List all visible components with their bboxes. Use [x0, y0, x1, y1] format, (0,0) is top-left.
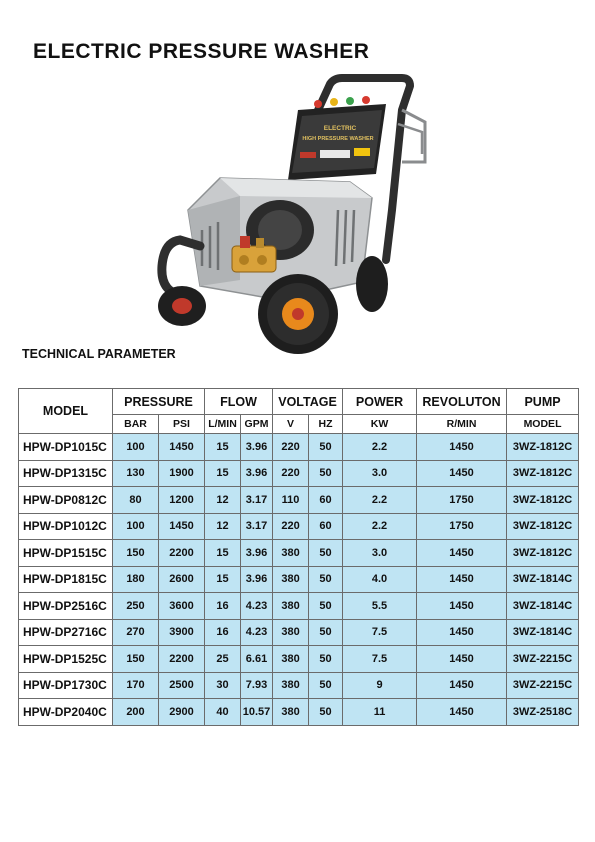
- cell-kw: 7.5: [343, 619, 417, 646]
- cell-bar: 180: [113, 566, 159, 593]
- cell-bar: 200: [113, 699, 159, 726]
- cell-psi: 2600: [159, 566, 205, 593]
- cell-gpm: 3.96: [241, 540, 273, 567]
- cell-model: HPW-DP1515C: [19, 540, 113, 567]
- unit-bar: BAR: [113, 415, 159, 434]
- cell-model: HPW-DP2716C: [19, 619, 113, 646]
- cell-hz: 50: [309, 566, 343, 593]
- cell-voltage: 220: [273, 460, 309, 487]
- cell-psi: 2200: [159, 646, 205, 673]
- cell-voltage: 380: [273, 593, 309, 620]
- panel-label-line1: ELECTRIC: [323, 125, 357, 132]
- cell-model: HPW-DP1815C: [19, 566, 113, 593]
- unit-lmin: L/MIN: [205, 415, 241, 434]
- cell-hz: 50: [309, 619, 343, 646]
- cell-rmin: 1450: [417, 566, 507, 593]
- control-panel: [288, 104, 386, 180]
- cell-psi: 1450: [159, 513, 205, 540]
- cell-lmin: 16: [205, 619, 241, 646]
- cell-psi: 1200: [159, 487, 205, 514]
- header-revolution: REVOLUTON: [417, 389, 507, 415]
- red-knob-icon: [314, 100, 322, 108]
- cell-hz: 50: [309, 460, 343, 487]
- cell-pump-model: 3WZ-1814C: [507, 619, 579, 646]
- cell-voltage: 110: [273, 487, 309, 514]
- cell-voltage: 380: [273, 566, 309, 593]
- header-pump: PUMP: [507, 389, 579, 415]
- cell-kw: 2.2: [343, 487, 417, 514]
- table-body: [19, 434, 579, 726]
- cell-pump-model: 3WZ-2518C: [507, 699, 579, 726]
- cell-model: HPW-DP1012C: [19, 513, 113, 540]
- cell-rmin: 1750: [417, 487, 507, 514]
- cell-psi: 1450: [159, 434, 205, 461]
- cell-bar: 100: [113, 513, 159, 540]
- cell-lmin: 40: [205, 699, 241, 726]
- cell-gpm: 6.61: [241, 646, 273, 673]
- cell-kw: 2.2: [343, 513, 417, 540]
- unit-rmin: R/MIN: [417, 415, 507, 434]
- cell-pump-model: 3WZ-1812C: [507, 434, 579, 461]
- cell-kw: 3.0: [343, 540, 417, 567]
- cell-voltage: 380: [273, 646, 309, 673]
- cell-gpm: 4.23: [241, 619, 273, 646]
- table-row: [19, 540, 579, 567]
- pressure-washer-image: [140, 70, 440, 360]
- cell-hz: 50: [309, 593, 343, 620]
- table-row: [19, 672, 579, 699]
- cell-voltage: 380: [273, 699, 309, 726]
- cell-kw: 7.5: [343, 646, 417, 673]
- cell-psi: 3900: [159, 619, 205, 646]
- cell-gpm: 7.93: [241, 672, 273, 699]
- cell-gpm: 10.57: [241, 699, 273, 726]
- cell-pump-model: 3WZ-1814C: [507, 593, 579, 620]
- cell-pump-model: 3WZ-1812C: [507, 460, 579, 487]
- technical-parameter-table: [18, 388, 579, 726]
- unit-gpm: GPM: [241, 415, 273, 434]
- yellow-knob-icon: [330, 98, 338, 106]
- cell-bar: 270: [113, 619, 159, 646]
- table-row: [19, 487, 579, 514]
- header-pressure: PRESSURE: [113, 389, 205, 415]
- cell-gpm: 3.96: [241, 434, 273, 461]
- cell-pump-model: 3WZ-2215C: [507, 646, 579, 673]
- cell-lmin: 12: [205, 487, 241, 514]
- table-row: [19, 434, 579, 461]
- warning-sticker: [300, 152, 316, 158]
- table-group-header-row: [19, 389, 579, 415]
- unit-psi: PSI: [159, 415, 205, 434]
- cell-psi: 2200: [159, 540, 205, 567]
- cell-kw: 2.2: [343, 434, 417, 461]
- red-knob-icon: [362, 96, 370, 104]
- back-wheel: [356, 256, 388, 312]
- cell-psi: 2900: [159, 699, 205, 726]
- cell-voltage: 220: [273, 434, 309, 461]
- cell-kw: 3.0: [343, 460, 417, 487]
- cell-lmin: 15: [205, 434, 241, 461]
- cell-bar: 170: [113, 672, 159, 699]
- unit-pump-model: MODEL: [507, 415, 579, 434]
- cell-psi: 1900: [159, 460, 205, 487]
- cell-gpm: 3.96: [241, 460, 273, 487]
- cell-bar: 80: [113, 487, 159, 514]
- page-title: ELECTRIC PRESSURE WASHER: [33, 40, 370, 63]
- cell-bar: 100: [113, 434, 159, 461]
- cell-bar: 250: [113, 593, 159, 620]
- info-sticker: [320, 150, 350, 158]
- header-flow: FLOW: [205, 389, 273, 415]
- cell-kw: 4.0: [343, 566, 417, 593]
- cell-lmin: 25: [205, 646, 241, 673]
- cell-hz: 60: [309, 513, 343, 540]
- cell-lmin: 15: [205, 460, 241, 487]
- table-row: [19, 619, 579, 646]
- cell-rmin: 1450: [417, 460, 507, 487]
- cell-model: HPW-DP2516C: [19, 593, 113, 620]
- cell-model: HPW-DP1015C: [19, 434, 113, 461]
- cell-voltage: 380: [273, 540, 309, 567]
- cell-bar: 150: [113, 646, 159, 673]
- cell-model: HPW-DP0812C: [19, 487, 113, 514]
- cell-kw: 9: [343, 672, 417, 699]
- cell-rmin: 1450: [417, 699, 507, 726]
- rear-wheel: [158, 286, 206, 326]
- cell-pump-model: 3WZ-1812C: [507, 540, 579, 567]
- cell-model: HPW-DP1525C: [19, 646, 113, 673]
- green-knob-icon: [346, 97, 354, 105]
- unit-hz: HZ: [309, 415, 343, 434]
- cell-hz: 60: [309, 487, 343, 514]
- cell-gpm: 3.17: [241, 487, 273, 514]
- cell-rmin: 1450: [417, 619, 507, 646]
- cell-voltage: 380: [273, 672, 309, 699]
- cell-rmin: 1450: [417, 672, 507, 699]
- cell-pump-model: 3WZ-2215C: [507, 672, 579, 699]
- cell-rmin: 1450: [417, 540, 507, 567]
- cell-hz: 50: [309, 434, 343, 461]
- cell-model: HPW-DP1730C: [19, 672, 113, 699]
- cell-voltage: 380: [273, 619, 309, 646]
- cell-rmin: 1450: [417, 593, 507, 620]
- table-row: [19, 593, 579, 620]
- cell-pump-model: 3WZ-1812C: [507, 513, 579, 540]
- cell-hz: 50: [309, 540, 343, 567]
- badge-sticker: [354, 148, 370, 156]
- cell-rmin: 1750: [417, 513, 507, 540]
- cell-bar: 150: [113, 540, 159, 567]
- cell-hz: 50: [309, 699, 343, 726]
- cell-model: HPW-DP2040C: [19, 699, 113, 726]
- header-power: POWER: [343, 389, 417, 415]
- cell-hz: 50: [309, 646, 343, 673]
- cell-bar: 130: [113, 460, 159, 487]
- cell-gpm: 4.23: [241, 593, 273, 620]
- unit-kw: KW: [343, 415, 417, 434]
- cell-kw: 5.5: [343, 593, 417, 620]
- cell-rmin: 1450: [417, 434, 507, 461]
- panel-label-line2: HIGH PRESSURE WASHER: [302, 136, 374, 142]
- cell-voltage: 220: [273, 513, 309, 540]
- front-wheel: [258, 274, 338, 354]
- table-row: [19, 513, 579, 540]
- header-model: MODEL: [19, 389, 113, 434]
- cell-gpm: 3.96: [241, 566, 273, 593]
- cell-hz: 50: [309, 672, 343, 699]
- table-row: [19, 566, 579, 593]
- section-title: TECHNICAL PARAMETER: [22, 347, 176, 361]
- cell-pump-model: 3WZ-1812C: [507, 487, 579, 514]
- table-row: [19, 699, 579, 726]
- cell-rmin: 1450: [417, 646, 507, 673]
- cell-lmin: 16: [205, 593, 241, 620]
- cell-psi: 2500: [159, 672, 205, 699]
- table-row: [19, 460, 579, 487]
- cell-kw: 11: [343, 699, 417, 726]
- cell-lmin: 15: [205, 566, 241, 593]
- cell-psi: 3600: [159, 593, 205, 620]
- table-row: [19, 646, 579, 673]
- unit-v: V: [273, 415, 309, 434]
- cell-lmin: 15: [205, 540, 241, 567]
- cell-model: HPW-DP1315C: [19, 460, 113, 487]
- cell-lmin: 30: [205, 672, 241, 699]
- cell-pump-model: 3WZ-1814C: [507, 566, 579, 593]
- cell-lmin: 12: [205, 513, 241, 540]
- header-voltage: VOLTAGE: [273, 389, 343, 415]
- cell-gpm: 3.17: [241, 513, 273, 540]
